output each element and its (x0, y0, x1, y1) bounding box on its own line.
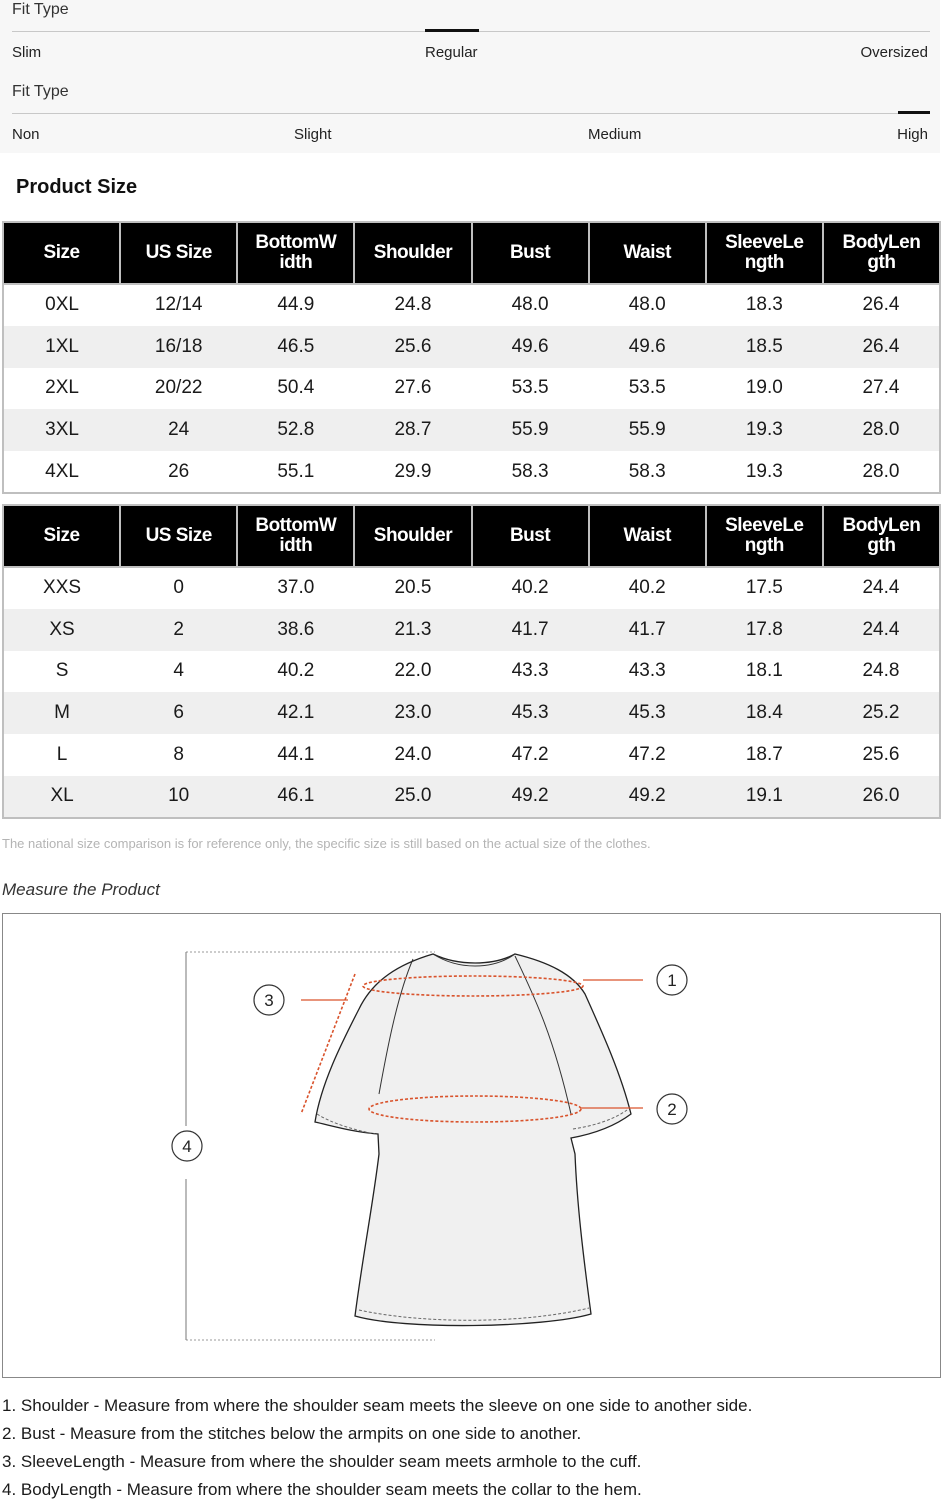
table-cell: 49.6 (589, 326, 706, 368)
table-row (3, 326, 940, 368)
table-cell: XXS (43, 577, 82, 599)
table-cell: 19.3 (745, 460, 783, 482)
table-cell: 38.6 (237, 609, 354, 651)
table-cell: 44.9 (277, 294, 315, 316)
column-header: Bust (472, 222, 589, 284)
column-header: SleeveLe ngth (706, 222, 823, 284)
table-cell: 55.9 (589, 409, 706, 451)
table-cell: 41.7 (589, 609, 706, 651)
table-cell: 40.2 (277, 660, 315, 682)
table-cell: 46.5 (237, 326, 354, 368)
fit-option-oversized: Oversized (860, 44, 928, 61)
table-cell: 49.2 (472, 776, 589, 818)
table-cell: 18.3 (745, 294, 783, 316)
table-cell: 22.0 (394, 660, 432, 682)
table-header-row (3, 505, 940, 567)
table-cell: 26.0 (823, 776, 940, 818)
column-header: Size (3, 505, 120, 567)
table-cell: 4 (173, 660, 184, 682)
desc-shoulder: 1. Shoulder - Measure from where the shoulder seam meets the sleeve on one side to another side. (2, 1396, 753, 1415)
measure-descriptions (2, 1392, 752, 1500)
callout-3-label: 3 (264, 991, 274, 1010)
table-cell: 0 (173, 577, 184, 599)
table-cell: 45.3 (472, 692, 589, 734)
table-cell: 24.4 (862, 577, 900, 599)
measure-title: Measure the Product (2, 880, 160, 899)
column-header: BodyLen gth (823, 222, 940, 284)
table-cell: 18.7 (745, 744, 783, 766)
table-cell: 0XL (45, 294, 79, 316)
tshirt-illustration (3, 914, 942, 1379)
column-header: Waist (589, 222, 706, 284)
table-cell: 52.8 (237, 409, 354, 451)
column-header: SleeveLe ngth (706, 505, 823, 567)
column-header: Waist (589, 505, 706, 567)
table-cell: 18.4 (706, 692, 823, 734)
table-cell: XL (3, 776, 120, 818)
column-header: BottomW idth (237, 505, 354, 567)
table-cell: 28.0 (823, 409, 940, 451)
table-row (3, 409, 940, 451)
table-cell: 6 (120, 692, 237, 734)
fit-type-selected-marker (425, 29, 479, 32)
column-header: BodyLen gth (823, 505, 940, 567)
table-cell: 29.9 (394, 460, 432, 482)
table-cell: 28.7 (354, 409, 471, 451)
table-cell: 25.6 (862, 744, 900, 766)
callout-4-label: 4 (182, 1137, 192, 1156)
table-cell: 48.0 (628, 294, 666, 316)
callout-1-label: 1 (667, 971, 677, 990)
fit-panel (0, 0, 940, 153)
table-cell: 21.3 (354, 609, 471, 651)
table-cell: 26.4 (862, 294, 900, 316)
table-cell: 1XL (3, 326, 120, 368)
table-cell: 53.5 (511, 377, 549, 399)
table-cell: 10 (120, 776, 237, 818)
size-table-plus (2, 221, 941, 494)
desc-bust: 2. Bust - Measure from the stitches below the armpits on one side to another. (2, 1424, 582, 1443)
table-cell: 25.0 (354, 776, 471, 818)
table-cell: 40.2 (628, 577, 666, 599)
stretch-option-medium: Medium (588, 126, 642, 143)
table-cell: 24.8 (394, 294, 432, 316)
table-cell: 25.6 (354, 326, 471, 368)
table-cell: 42.1 (237, 692, 354, 734)
table-cell: 58.3 (628, 460, 666, 482)
column-header: US Size (120, 505, 237, 567)
product-size-title: Product Size (16, 176, 138, 198)
table-cell: 23.0 (354, 692, 471, 734)
table-cell: 4XL (45, 460, 79, 482)
table-row (3, 776, 940, 818)
table-cell: XS (3, 609, 120, 651)
stretch-title: Fit Type (12, 83, 69, 100)
column-header: BottomW idth (237, 222, 354, 284)
table-cell: 40.2 (511, 577, 549, 599)
table-cell: 12/14 (154, 294, 203, 316)
table-cell: 24 (120, 409, 237, 451)
column-header: Shoulder (354, 222, 471, 284)
desc-body-length: 4. BodyLength - Measure from where the shoulder seam meets the collar to the hem. (2, 1480, 642, 1499)
table-cell: 50.4 (277, 377, 315, 399)
table-header-row (3, 222, 940, 284)
table-cell: 20.5 (394, 577, 432, 599)
callout-3-icon (254, 985, 284, 1015)
stretch-option-non: Non (12, 126, 40, 143)
stretch-track (12, 113, 930, 114)
table-cell: 41.7 (472, 609, 589, 651)
fit-option-slim: Slim (12, 44, 42, 61)
table-cell: 18.1 (745, 660, 783, 682)
stretch-option-slight: Slight (294, 126, 332, 143)
table-cell: 44.1 (277, 744, 315, 766)
stretch-selected-marker (898, 111, 930, 114)
table-cell: 55.9 (472, 409, 589, 451)
table-cell: 46.1 (237, 776, 354, 818)
table-cell: 27.4 (862, 377, 900, 399)
fit-option-regular: Regular (425, 44, 478, 61)
callout-1-icon (657, 965, 687, 995)
table-cell: 24.8 (862, 660, 900, 682)
size-note: The national size comparison is for reference only, the specific size is still based on the actual size of the clothes. (2, 836, 651, 851)
desc-sleeve-length: 3. SleeveLength - Measure from where the shoulder seam meets armhole to the cuff. (2, 1452, 642, 1471)
table-cell: 49.2 (589, 776, 706, 818)
table-cell: 49.6 (472, 326, 589, 368)
table-cell: 3XL (3, 409, 120, 451)
table-cell: 25.2 (823, 692, 940, 734)
table-cell: 19.0 (745, 377, 783, 399)
column-header: Shoulder (354, 505, 471, 567)
table-cell: 24.4 (823, 609, 940, 651)
table-cell: 47.2 (511, 744, 549, 766)
table-cell: 26 (168, 460, 190, 482)
table-cell: 58.3 (511, 460, 549, 482)
table-cell: 43.3 (511, 660, 549, 682)
table-cell: 26.4 (823, 326, 940, 368)
table-cell: 17.5 (745, 577, 783, 599)
table-cell: 20/22 (154, 377, 203, 399)
column-header: Bust (472, 505, 589, 567)
table-row (3, 567, 940, 609)
size-table-regular (2, 504, 941, 819)
stretch-option-high: High (897, 126, 928, 143)
table-cell: 19.3 (706, 409, 823, 451)
column-header: Size (3, 222, 120, 284)
table-row (3, 284, 940, 326)
table-cell: 37.0 (277, 577, 315, 599)
table-row (3, 609, 940, 651)
table-row (3, 368, 940, 410)
tshirt-shape (315, 954, 631, 1326)
table-cell: 45.3 (589, 692, 706, 734)
table-cell: 55.1 (277, 460, 315, 482)
table-cell: 24.0 (394, 744, 432, 766)
table-cell: 18.5 (706, 326, 823, 368)
table-row (3, 692, 940, 734)
table-cell: 47.2 (628, 744, 666, 766)
table-row (3, 451, 940, 493)
table-cell: 8 (173, 744, 184, 766)
table-cell: 19.1 (706, 776, 823, 818)
table-cell: 43.3 (628, 660, 666, 682)
callout-4-icon (172, 1131, 202, 1161)
table-cell: 28.0 (862, 460, 900, 482)
fit-type-title: Fit Type (12, 1, 69, 18)
callout-2-icon (657, 1094, 687, 1124)
column-header: US Size (120, 222, 237, 284)
table-cell: S (55, 660, 69, 682)
table-row (3, 651, 940, 693)
table-cell: 16/18 (120, 326, 237, 368)
table-cell: 2 (120, 609, 237, 651)
table-cell: 48.0 (511, 294, 549, 316)
table-row (3, 734, 940, 776)
table-cell: 2XL (45, 377, 79, 399)
table-cell: 17.8 (706, 609, 823, 651)
table-cell: L (56, 744, 68, 766)
table-cell: 27.6 (394, 377, 432, 399)
table-cell: 53.5 (628, 377, 666, 399)
table-cell: M (3, 692, 120, 734)
callout-2-label: 2 (667, 1100, 677, 1119)
measure-diagram (2, 913, 941, 1378)
